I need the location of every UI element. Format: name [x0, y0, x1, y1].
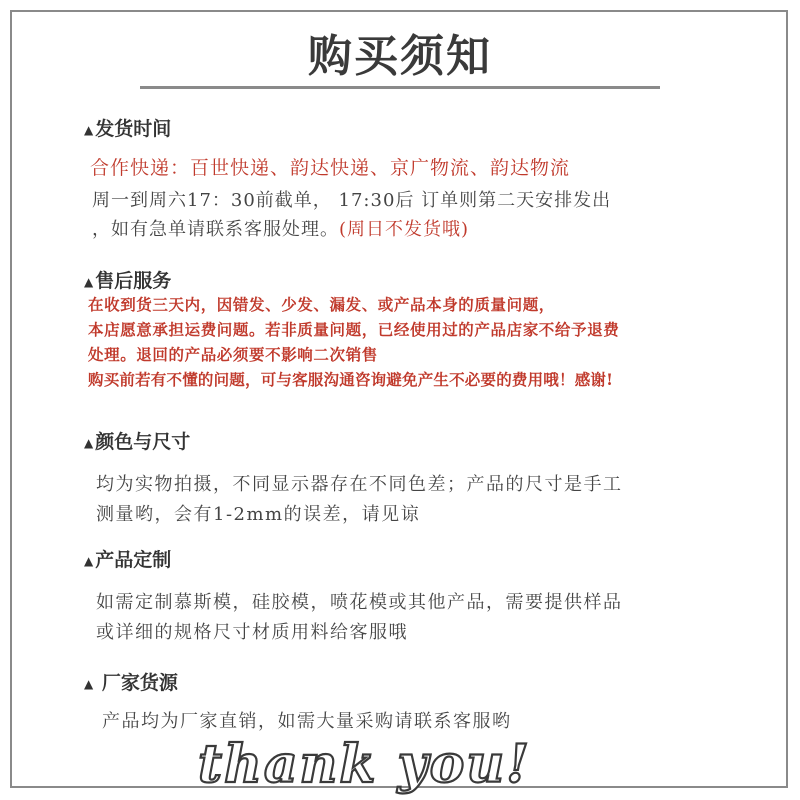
triangle-icon: ▲	[84, 677, 94, 691]
shipping-couriers: 合作快递：百世快递、韵达快递、京广物流、韵达物流	[90, 157, 571, 179]
color-size-line: 均为实物拍摄，不同显示器存在不同色差；产品的尺寸是手工	[96, 474, 623, 495]
section-heading-customization: ▲ 产品定制	[84, 549, 172, 571]
after-sales-line: 购买前若有不懂的问题，可与客服沟通咨询避免产生不必要的费用哦！感谢!	[88, 370, 614, 389]
triangle-icon: ▲	[84, 436, 94, 450]
after-sales-line: 本店愿意承担运费问题。若非质量问题，已经使用过的产品店家不给予退费	[88, 320, 620, 339]
section-heading-after-sales: ▲ 售后服务	[84, 270, 172, 292]
triangle-icon: ▲	[84, 554, 94, 568]
section-heading-shipping-time: ▲ 发货时间	[84, 118, 172, 140]
thank-you-lettering	[190, 728, 610, 798]
after-sales-line: 处理。退回的产品必须要不影响二次销售	[88, 345, 378, 364]
customization-line: 或详细的规格尺寸材质用料给客服哦	[96, 622, 408, 643]
factory-source-line: 产品均为厂家直销，如需大量采购请联系客服哟	[102, 711, 512, 732]
thank-you-banner	[0, 728, 800, 798]
page-title: 购买须知	[308, 31, 492, 82]
customization-line: 如需定制慕斯模，硅胶模，喷花模或其他产品，需要提供样品	[96, 592, 623, 613]
shipping-urgent-note: ，如有急单请联系客服处理。(周日不发货哦)	[92, 219, 470, 240]
title-divider	[140, 86, 660, 89]
shipping-cutoff: 周一到周六17：30前截单， 17:30后 订单则第二天安排发出	[92, 190, 612, 211]
triangle-icon: ▲	[84, 123, 94, 137]
shipping-sunday-note: (周日不发货哦)	[339, 219, 470, 240]
triangle-icon: ▲	[84, 275, 94, 289]
after-sales-line: 在收到货三天内，因错发、少发、漏发、或产品本身的质量问题，	[88, 295, 555, 314]
color-size-line: 测量哟，会有1-2mm的误差，请见谅	[96, 504, 421, 525]
section-heading-factory-source: ▲ 厂家货源	[84, 672, 178, 694]
section-heading-color-size: ▲ 颜色与尺寸	[84, 431, 191, 453]
thank-you-text: thank you!	[198, 734, 531, 795]
